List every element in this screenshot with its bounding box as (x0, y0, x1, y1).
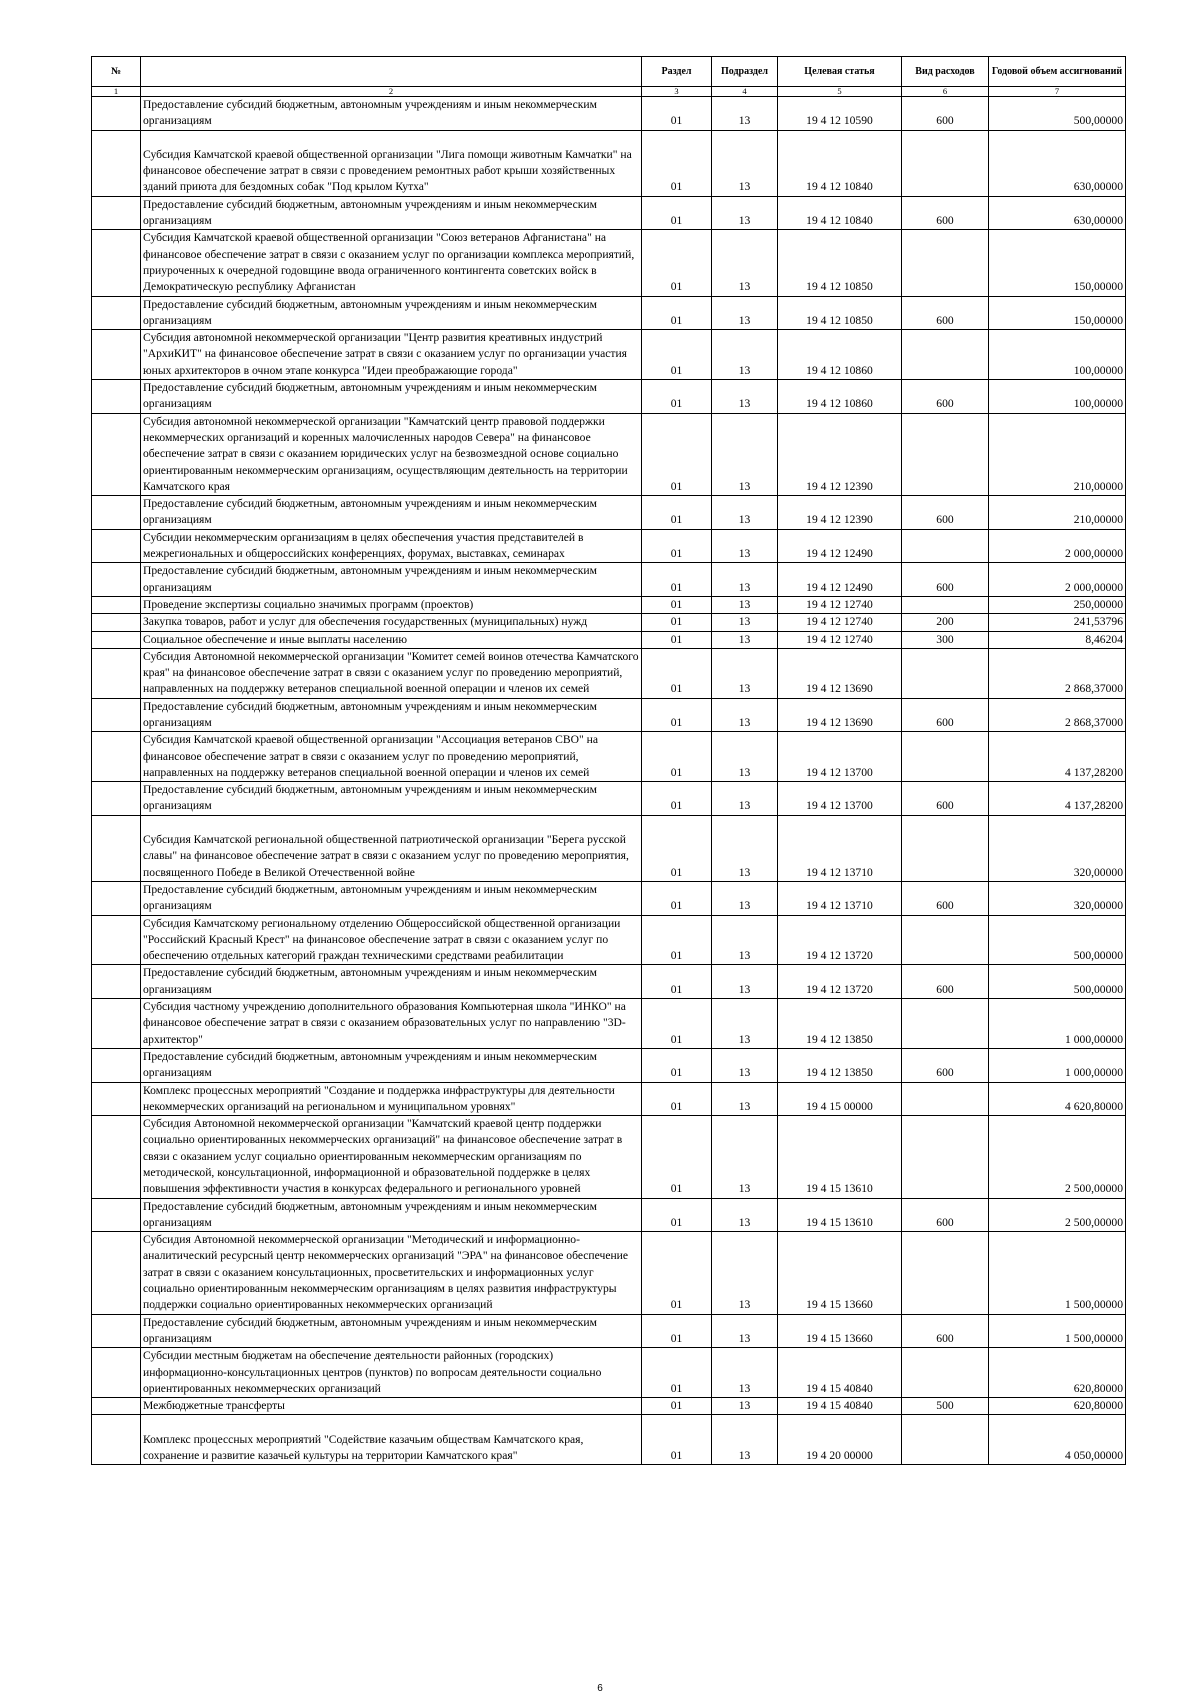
table-row (92, 648, 1126, 698)
row-target-article: 19 4 15 13610 (778, 1198, 902, 1232)
row-target-article: 19 4 12 12390 (778, 496, 902, 530)
row-razdel: 01 (642, 1048, 712, 1082)
row-number-cell (92, 732, 141, 782)
row-podrazdel: 13 (712, 529, 778, 563)
table-row (92, 413, 1126, 495)
row-expense-type (902, 648, 989, 698)
row-amount: 150,00000 (989, 230, 1126, 296)
row-target-article: 19 4 15 00000 (778, 1082, 902, 1116)
row-expense-type: 600 (902, 1314, 989, 1348)
row-podrazdel: 13 (712, 413, 778, 495)
table-row (92, 1415, 1126, 1465)
row-target-article: 19 4 12 13700 (778, 732, 902, 782)
table-row (92, 296, 1126, 330)
header-description (141, 57, 642, 87)
row-razdel: 01 (642, 648, 712, 698)
row-target-article: 19 4 12 10590 (778, 97, 902, 131)
row-amount: 2 868,37000 (989, 648, 1126, 698)
row-amount: 8,46204 (989, 631, 1126, 648)
row-razdel: 01 (642, 1314, 712, 1348)
row-number-cell (92, 648, 141, 698)
row-number-cell (92, 496, 141, 530)
row-number-cell (92, 614, 141, 631)
row-razdel: 01 (642, 380, 712, 414)
row-description: Предоставление субсидий бюджетным, автономным учреждениям и иным некоммерческим организациям (141, 782, 642, 816)
table-row (92, 782, 1126, 816)
row-amount: 241,53796 (989, 614, 1126, 631)
row-podrazdel: 13 (712, 380, 778, 414)
column-index: 5 (778, 87, 902, 97)
row-razdel: 01 (642, 196, 712, 230)
row-podrazdel: 13 (712, 563, 778, 597)
row-amount: 2 868,37000 (989, 698, 1126, 732)
row-podrazdel: 13 (712, 1048, 778, 1082)
row-podrazdel: 13 (712, 648, 778, 698)
row-target-article: 19 4 12 13720 (778, 915, 902, 965)
row-expense-type: 200 (902, 614, 989, 631)
row-description: Межбюджетные трансферты (141, 1398, 642, 1415)
row-expense-type (902, 1415, 989, 1465)
row-description: Предоставление субсидий бюджетным, автономным учреждениям и иным некоммерческим организациям (141, 1048, 642, 1082)
row-razdel: 01 (642, 815, 712, 881)
row-description: Предоставление субсидий бюджетным, автономным учреждениям и иным некоммерческим организациям (141, 965, 642, 999)
table-row (92, 1348, 1126, 1398)
row-description: Субсидия Камчатскому региональному отделению Общероссийской общественной организации "Российский Красный Крест" на финансовое обеспечение затрат в связи с оказанием услуг по обеспечению отдельных категорий граждан техническими средствами реабилитации (141, 915, 642, 965)
row-target-article: 19 4 12 12740 (778, 614, 902, 631)
row-description: Субсидия автономной некоммерческой организации "Камчатский центр правовой поддержки некоммерческих организаций и коренных малочисленных народов Севера" на финансовое обеспечение затрат в связи с оказанием юридических услуг на безвозмездной основе социально ориентированным некоммерческим организациям, осуществляющим деятельность на территории Камчатского края (141, 413, 642, 495)
row-number-cell (92, 698, 141, 732)
column-index: 4 (712, 87, 778, 97)
row-expense-type (902, 1116, 989, 1198)
row-description: Субсидия Автономной некоммерческой организации "Методический и информационно-аналитический ресурсный центр некоммерческих организаций "ЭРА" на финансовое обеспечение затрат в связи с оказанием консультационных, просветительских и информационных услуг социально ориентированным некоммерческим организациям в целях развития инфраструктуры поддержки социально ориентированных некоммерческих организаций (141, 1232, 642, 1314)
row-number-cell (92, 1348, 141, 1398)
table-row (92, 196, 1126, 230)
row-razdel: 01 (642, 1415, 712, 1465)
row-target-article: 19 4 15 13660 (778, 1314, 902, 1348)
row-number-cell (92, 1398, 141, 1415)
row-expense-type: 600 (902, 698, 989, 732)
table-row (92, 732, 1126, 782)
row-description: Субсидия Камчатской краевой общественной организации "Союз ветеранов Афганистана" на финансовое обеспечение затрат в связи с оказанием услуг по организации комплекса мероприятий, приуроченных к очередной годовщине ввода ограниченного контингента советских войск в Демократическую республику Афганистан (141, 230, 642, 296)
header-target-article: Целевая статья (778, 57, 902, 87)
table-row (92, 130, 1126, 196)
row-amount: 2 500,00000 (989, 1198, 1126, 1232)
row-razdel: 01 (642, 915, 712, 965)
row-amount: 4 620,80000 (989, 1082, 1126, 1116)
row-razdel: 01 (642, 614, 712, 631)
row-amount: 4 050,00000 (989, 1415, 1126, 1465)
row-razdel: 01 (642, 1116, 712, 1198)
row-description: Субсидии местным бюджетам на обеспечение деятельности районных (городских) информационно-консультационных центров (пунктов) по вопросам деятельности социально ориентированных некоммерческих организаций (141, 1348, 642, 1398)
row-description: Предоставление субсидий бюджетным, автономным учреждениям и иным некоммерческим организациям (141, 1314, 642, 1348)
table-body (92, 97, 1126, 1465)
budget-table (91, 56, 1126, 1465)
row-number-cell (92, 1048, 141, 1082)
row-razdel: 01 (642, 413, 712, 495)
row-podrazdel: 13 (712, 1082, 778, 1116)
row-target-article: 19 4 12 10850 (778, 230, 902, 296)
row-podrazdel: 13 (712, 631, 778, 648)
row-razdel: 01 (642, 965, 712, 999)
row-amount: 2 500,00000 (989, 1116, 1126, 1198)
row-expense-type: 600 (902, 782, 989, 816)
row-expense-type: 600 (902, 1198, 989, 1232)
header-expense-type: Вид расходов (902, 57, 989, 87)
row-podrazdel: 13 (712, 1116, 778, 1198)
row-razdel: 01 (642, 230, 712, 296)
header-razdel: Раздел (642, 57, 712, 87)
table-row (92, 380, 1126, 414)
row-target-article: 19 4 12 10840 (778, 196, 902, 230)
row-expense-type: 600 (902, 965, 989, 999)
row-number-cell (92, 782, 141, 816)
row-number-cell (92, 1415, 141, 1465)
row-target-article: 19 4 12 10860 (778, 330, 902, 380)
row-description: Субсидия Камчатской краевой общественной организации "Лига помощи животным Камчатки" на финансовое обеспечение затрат в связи с проведением ремонтных работ крыши хозяйственных зданий приюта для бездомных собак "Под крылом Кутха" (141, 130, 642, 196)
row-razdel: 01 (642, 1082, 712, 1116)
row-target-article: 19 4 12 13700 (778, 782, 902, 816)
table-row (92, 496, 1126, 530)
row-expense-type: 500 (902, 1398, 989, 1415)
row-podrazdel: 13 (712, 782, 778, 816)
row-amount: 630,00000 (989, 196, 1126, 230)
table-row (92, 563, 1126, 597)
row-target-article: 19 4 12 10850 (778, 296, 902, 330)
row-razdel: 01 (642, 496, 712, 530)
row-podrazdel: 13 (712, 698, 778, 732)
header-row (92, 57, 1126, 87)
row-razdel: 01 (642, 1198, 712, 1232)
row-target-article: 19 4 12 10840 (778, 130, 902, 196)
row-amount: 2 000,00000 (989, 563, 1126, 597)
row-expense-type: 600 (902, 1048, 989, 1082)
column-index-row (92, 87, 1126, 97)
row-razdel: 01 (642, 1348, 712, 1398)
row-razdel: 01 (642, 1232, 712, 1314)
row-amount: 500,00000 (989, 97, 1126, 131)
row-amount: 150,00000 (989, 296, 1126, 330)
row-description: Предоставление субсидий бюджетным, автономным учреждениям и иным некоммерческим организациям (141, 563, 642, 597)
row-description: Субсидия Автономной некоммерческой организации "Комитет семей воинов отечества Камчатского края" на финансовое обеспечение затрат в связи с оказанием услуг по проведению мероприятий, направленных на поддержку ветеранов специальной военной операции и членов их семей (141, 648, 642, 698)
row-number-cell (92, 380, 141, 414)
row-amount: 620,80000 (989, 1398, 1126, 1415)
row-target-article: 19 4 12 10860 (778, 380, 902, 414)
row-number-cell (92, 1232, 141, 1314)
row-target-article: 19 4 12 13720 (778, 965, 902, 999)
table-row (92, 230, 1126, 296)
row-expense-type (902, 529, 989, 563)
row-amount: 1 000,00000 (989, 1048, 1126, 1082)
row-amount: 250,00000 (989, 596, 1126, 613)
row-number-cell (92, 230, 141, 296)
row-target-article: 19 4 15 40840 (778, 1398, 902, 1415)
table-row (92, 1082, 1126, 1116)
row-podrazdel: 13 (712, 881, 778, 915)
row-description: Субсидия Автономной некоммерческой организации "Камчатский краевой центр поддержки социально ориентированных некоммерческих организаций" на финансовое обеспечение затрат в связи с оказанием услуг социально ориентированным некоммерческим организациям по методической, консультационной, информационной и образовательной поддержке в целях повышения эффективности участия в конкурсах федерального и регионального уровней (141, 1116, 642, 1198)
row-podrazdel: 13 (712, 496, 778, 530)
row-target-article: 19 4 12 13690 (778, 698, 902, 732)
row-target-article: 19 4 20 00000 (778, 1415, 902, 1465)
table-row (92, 596, 1126, 613)
row-razdel: 01 (642, 732, 712, 782)
row-description: Предоставление субсидий бюджетным, автономным учреждениям и иным некоммерческим организациям (141, 296, 642, 330)
row-target-article: 19 4 12 13850 (778, 1048, 902, 1082)
row-amount: 320,00000 (989, 815, 1126, 881)
row-description: Предоставление субсидий бюджетным, автономным учреждениям и иным некоммерческим организациям (141, 380, 642, 414)
row-podrazdel: 13 (712, 965, 778, 999)
table-row (92, 1198, 1126, 1232)
row-podrazdel: 13 (712, 296, 778, 330)
row-number-cell (92, 1314, 141, 1348)
table-row (92, 1048, 1126, 1082)
header-annual-amount: Годовой объем ассигнований (989, 57, 1126, 87)
row-amount: 1 500,00000 (989, 1232, 1126, 1314)
row-podrazdel: 13 (712, 97, 778, 131)
row-number-cell (92, 631, 141, 648)
table-row (92, 1314, 1126, 1348)
table-row (92, 999, 1126, 1049)
row-description: Предоставление субсидий бюджетным, автономным учреждениям и иным некоммерческим организациям (141, 196, 642, 230)
row-target-article: 19 4 12 12740 (778, 631, 902, 648)
row-expense-type (902, 1348, 989, 1398)
row-target-article: 19 4 12 13710 (778, 881, 902, 915)
row-razdel: 01 (642, 529, 712, 563)
row-number-cell (92, 1116, 141, 1198)
table-row (92, 881, 1126, 915)
row-number-cell (92, 999, 141, 1049)
row-amount: 320,00000 (989, 881, 1126, 915)
row-description: Субсидия Камчатской краевой общественной организации "Ассоциация ветеранов СВО" на финансовое обеспечение затрат в связи с оказанием услуг по проведению мероприятий, направленных на поддержку ветеранов специальной военной операции и членов их семей (141, 732, 642, 782)
row-description: Комплекс процессных мероприятий "Содействие казачьим обществам Камчатского края, сохранение и развитие казачьей культуры на территории Камчатского края" (141, 1415, 642, 1465)
column-index: 1 (92, 87, 141, 97)
row-podrazdel: 13 (712, 230, 778, 296)
row-expense-type (902, 999, 989, 1049)
row-number-cell (92, 97, 141, 131)
row-target-article: 19 4 15 40840 (778, 1348, 902, 1398)
row-expense-type: 300 (902, 631, 989, 648)
row-amount: 4 137,28200 (989, 732, 1126, 782)
row-podrazdel: 13 (712, 596, 778, 613)
row-razdel: 01 (642, 999, 712, 1049)
column-index: 3 (642, 87, 712, 97)
row-description: Проведение экспертизы социально значимых программ (проектов) (141, 596, 642, 613)
row-target-article: 19 4 12 12490 (778, 563, 902, 597)
column-index: 7 (989, 87, 1126, 97)
row-description: Предоставление субсидий бюджетным, автономным учреждениям и иным некоммерческим организациям (141, 698, 642, 732)
row-expense-type (902, 413, 989, 495)
row-expense-type (902, 230, 989, 296)
row-expense-type: 600 (902, 563, 989, 597)
row-expense-type: 600 (902, 496, 989, 530)
row-podrazdel: 13 (712, 732, 778, 782)
row-razdel: 01 (642, 881, 712, 915)
row-podrazdel: 13 (712, 1232, 778, 1314)
row-number-cell (92, 296, 141, 330)
row-number-cell (92, 815, 141, 881)
row-description: Предоставление субсидий бюджетным, автономным учреждениям и иным некоммерческим организациям (141, 1198, 642, 1232)
row-description: Субсидия частному учреждению дополнительного образования Компьютерная школа "ИНКО" на финансовое обеспечение затрат в связи с оказанием образовательных услуг по направлению "3D-архитектор" (141, 999, 642, 1049)
row-podrazdel: 13 (712, 1314, 778, 1348)
row-razdel: 01 (642, 596, 712, 613)
row-expense-type (902, 130, 989, 196)
row-number-cell (92, 596, 141, 613)
row-number-cell (92, 130, 141, 196)
row-amount: 500,00000 (989, 915, 1126, 965)
row-expense-type (902, 732, 989, 782)
row-amount: 210,00000 (989, 413, 1126, 495)
row-description: Субсидия Камчатской региональной общественной патриотической организации "Берега русской славы" на финансовое обеспечение затрат в связи с оказанием услуг по проведению мероприятия, посвященного Победе в Великой Отечественной войне (141, 815, 642, 881)
row-razdel: 01 (642, 130, 712, 196)
row-number-cell (92, 881, 141, 915)
row-amount: 1 500,00000 (989, 1314, 1126, 1348)
row-target-article: 19 4 12 12390 (778, 413, 902, 495)
row-podrazdel: 13 (712, 815, 778, 881)
row-amount: 210,00000 (989, 496, 1126, 530)
table-row (92, 815, 1126, 881)
row-podrazdel: 13 (712, 130, 778, 196)
row-number-cell (92, 1082, 141, 1116)
row-number-cell (92, 330, 141, 380)
row-description: Субсидия автономной некоммерческой организации "Центр развития креативных индустрий "АрхиКИТ" на финансовое обеспечение затрат в связи с оказанием услуг по организации участия юных архитекторов в очном этапе конкурса "Идеи преображающие города" (141, 330, 642, 380)
row-amount: 500,00000 (989, 965, 1126, 999)
row-podrazdel: 13 (712, 1398, 778, 1415)
table-row (92, 1116, 1126, 1198)
header-number: № (92, 57, 141, 87)
row-expense-type: 600 (902, 196, 989, 230)
row-expense-type (902, 915, 989, 965)
row-podrazdel: 13 (712, 330, 778, 380)
row-amount: 100,00000 (989, 330, 1126, 380)
row-podrazdel: 13 (712, 915, 778, 965)
row-amount: 2 000,00000 (989, 529, 1126, 563)
row-razdel: 01 (642, 782, 712, 816)
table-row (92, 614, 1126, 631)
row-podrazdel: 13 (712, 1348, 778, 1398)
row-target-article: 19 4 12 13710 (778, 815, 902, 881)
row-expense-type: 600 (902, 881, 989, 915)
row-number-cell (92, 965, 141, 999)
row-target-article: 19 4 12 12740 (778, 596, 902, 613)
row-target-article: 19 4 15 13610 (778, 1116, 902, 1198)
row-amount: 620,80000 (989, 1348, 1126, 1398)
row-description: Закупка товаров, работ и услуг для обеспечения государственных (муниципальных) нужд (141, 614, 642, 631)
header-podrazdel: Подраздел (712, 57, 778, 87)
row-description: Предоставление субсидий бюджетным, автономным учреждениям и иным некоммерческим организациям (141, 496, 642, 530)
table-row (92, 915, 1126, 965)
row-podrazdel: 13 (712, 999, 778, 1049)
row-podrazdel: 13 (712, 1198, 778, 1232)
row-amount: 630,00000 (989, 130, 1126, 196)
row-razdel: 01 (642, 330, 712, 380)
row-expense-type (902, 330, 989, 380)
row-expense-type (902, 1232, 989, 1314)
table-row (92, 1232, 1126, 1314)
row-expense-type (902, 1082, 989, 1116)
row-target-article: 19 4 12 13850 (778, 999, 902, 1049)
row-number-cell (92, 563, 141, 597)
row-podrazdel: 13 (712, 1415, 778, 1465)
row-expense-type: 600 (902, 296, 989, 330)
table-row (92, 965, 1126, 999)
row-razdel: 01 (642, 698, 712, 732)
row-description: Субсидии некоммерческим организациям в целях обеспечения участия представителей в межрегиональных и общероссийских конференциях, форумах, выставках, семинарах (141, 529, 642, 563)
row-expense-type (902, 596, 989, 613)
row-podrazdel: 13 (712, 196, 778, 230)
row-expense-type: 600 (902, 380, 989, 414)
page-number: 6 (597, 1683, 603, 1694)
table-row (92, 631, 1126, 648)
row-razdel: 01 (642, 97, 712, 131)
row-target-article: 19 4 15 13660 (778, 1232, 902, 1314)
row-description: Предоставление субсидий бюджетным, автономным учреждениям и иным некоммерческим организациям (141, 97, 642, 131)
column-index: 2 (141, 87, 642, 97)
table-row (92, 97, 1126, 131)
row-razdel: 01 (642, 296, 712, 330)
row-expense-type: 600 (902, 97, 989, 131)
row-expense-type (902, 815, 989, 881)
row-number-cell (92, 915, 141, 965)
row-number-cell (92, 529, 141, 563)
row-description: Социальное обеспечение и иные выплаты населению (141, 631, 642, 648)
table-row (92, 529, 1126, 563)
row-razdel: 01 (642, 1398, 712, 1415)
row-number-cell (92, 1198, 141, 1232)
row-number-cell (92, 413, 141, 495)
table-row (92, 330, 1126, 380)
row-amount: 4 137,28200 (989, 782, 1126, 816)
column-index: 6 (902, 87, 989, 97)
row-target-article: 19 4 12 13690 (778, 648, 902, 698)
row-description: Предоставление субсидий бюджетным, автономным учреждениям и иным некоммерческим организациям (141, 881, 642, 915)
table-row (92, 698, 1126, 732)
table-row (92, 1398, 1126, 1415)
row-amount: 1 000,00000 (989, 999, 1126, 1049)
row-amount: 100,00000 (989, 380, 1126, 414)
row-razdel: 01 (642, 563, 712, 597)
row-target-article: 19 4 12 12490 (778, 529, 902, 563)
row-number-cell (92, 196, 141, 230)
row-description: Комплекс процессных мероприятий "Создание и поддержка инфраструктуры для деятельности некоммерческих организаций на региональном и муниципальном уровнях" (141, 1082, 642, 1116)
row-razdel: 01 (642, 631, 712, 648)
row-podrazdel: 13 (712, 614, 778, 631)
